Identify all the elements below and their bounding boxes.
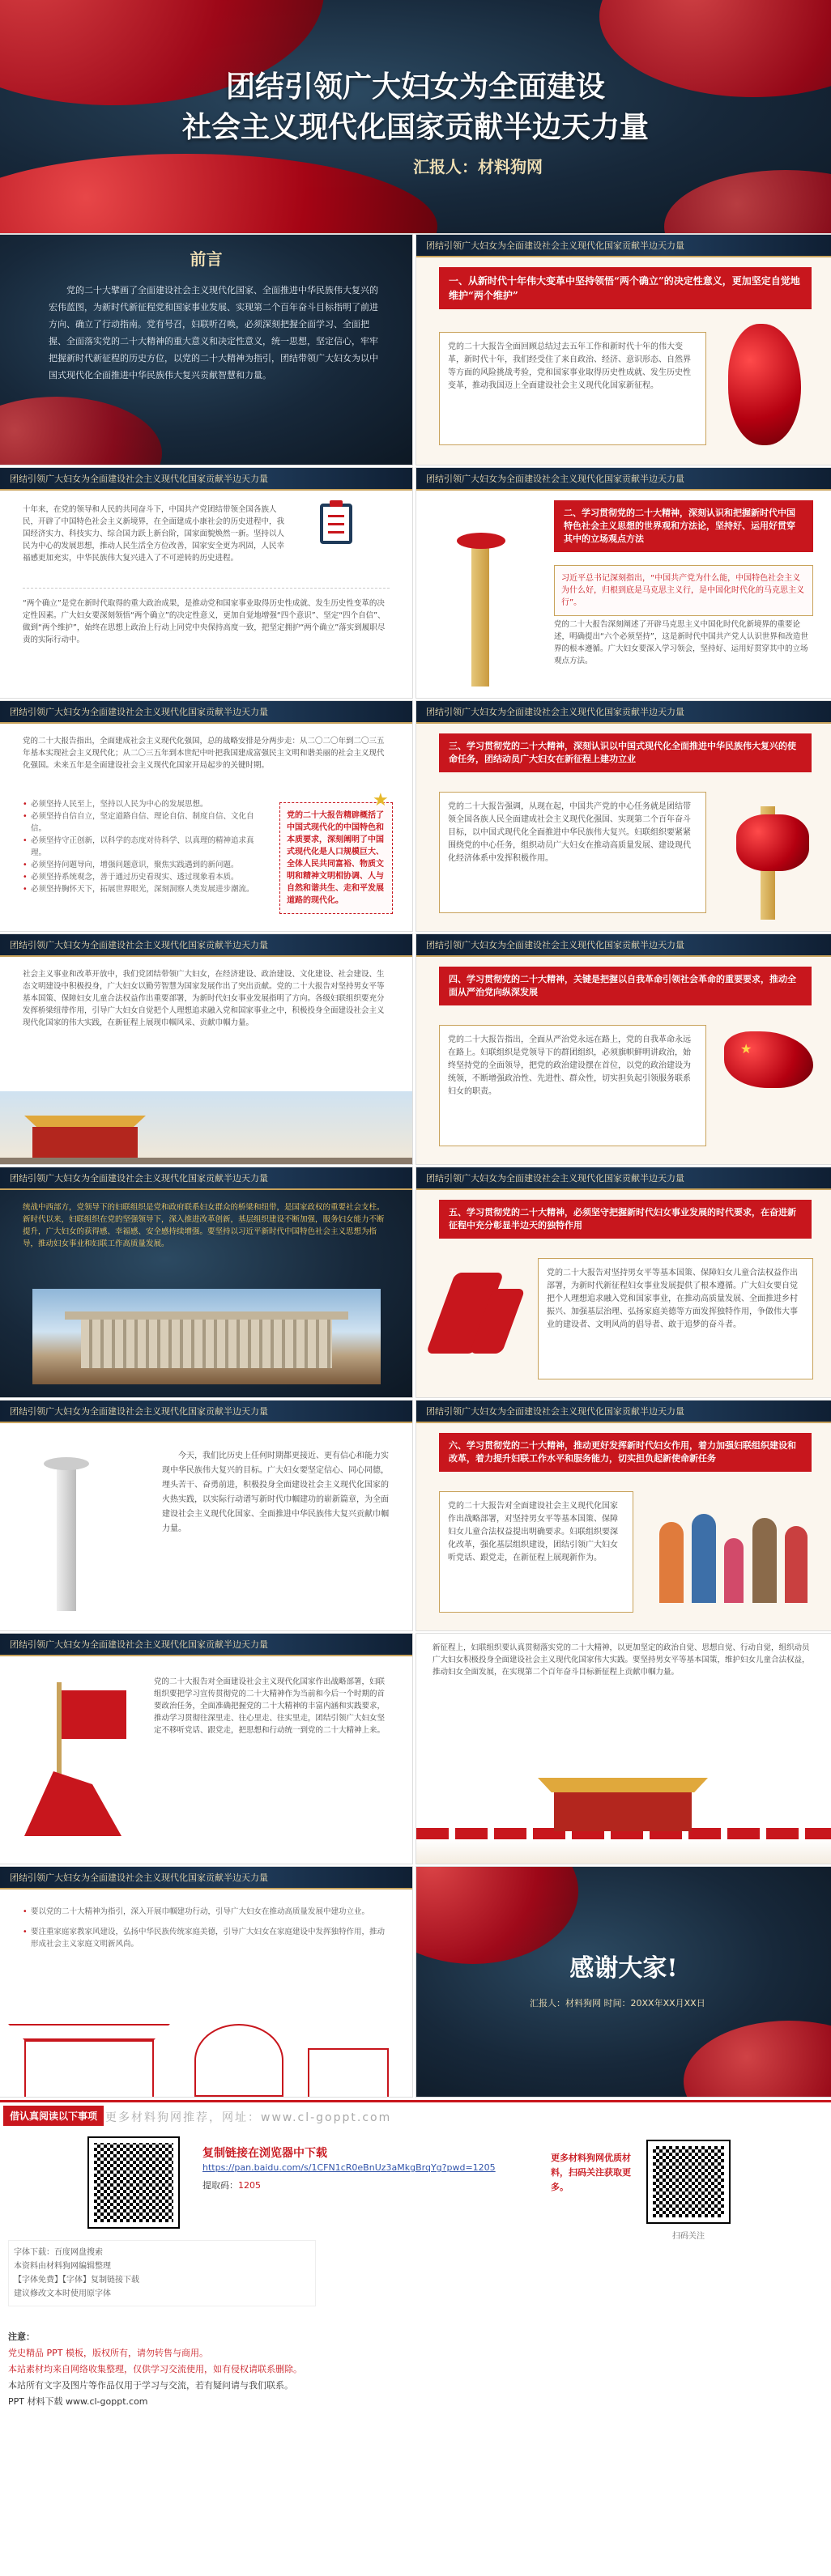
download-link-label[interactable]: 复制链接在浏览器中下载 bbox=[202, 2147, 327, 2160]
slide-section-5 bbox=[416, 1167, 831, 1397]
site-text: 更多材料狗网推荐，网址：www.cl-goppt.com bbox=[105, 2111, 392, 2124]
family-illustration bbox=[651, 1498, 813, 1611]
section-text-box: 党的二十大报告指出，全面从严治党永远在路上，党的自我革命永远在路上。妇联组织是党领导下的群团组织，必须旗帜鲜明讲政治，始终坚持党的全面领导，把党的政治建设摆在首位，以党的政治建设为统领，不断增强政治性、先进性、群众性，切实担负起引领服务联系妇女的职责。 bbox=[439, 1025, 706, 1146]
pillar-illustration bbox=[736, 790, 809, 920]
section-title: 六、学习贯彻党的二十大精神，推动更好发挥新时代妇女作用，着力加强妇联组织建设和改革，着力提升妇联工作水平和服务能力，切实担负起新使命新任务 bbox=[439, 1433, 812, 1472]
slide-organization bbox=[0, 1167, 412, 1397]
section-title: 五、学习贯彻党的二十大精神，必须坚守把握新时代妇女事业发展的时代要求，在奋进新征程中充分彰显半边天的独特作用 bbox=[439, 1200, 812, 1239]
slide-section-6 bbox=[416, 1401, 831, 1630]
list-item: • 必须坚持问题导向，增强问题意识，聚焦实践遇到的新问题。 bbox=[23, 859, 266, 871]
section-text: 社会主义事业和改革开放中，我们党团结带领广大妇女，在经济建设、政治建设、文化建设、社会建设、生态文明建设中积极投身，广大妇女以勤劳智慧为国家发展作出了突出贡献。党的二十大报告对坚持男女平等基本国策、保障妇女儿童合法权益作出重要部署，为新时代妇女事业发展指明了方向。各级妇联组织要充分发挥桥梁纽带作用，引导广大妇女自觉把个人理想追求融入党和国家事业之中，积极投身全面建设社会主义现代化国家的伟大实践，在新征程上展现巾帼风采、贡献巾帼力量。 bbox=[23, 970, 385, 1027]
thanks-title: 感谢大家! bbox=[569, 1954, 678, 1983]
slide-header-title: 团结引领广大妇女为全面建设社会主义现代化国家贡献半边天力量 bbox=[426, 707, 684, 717]
slide-section-1 bbox=[416, 235, 831, 465]
slide-six-musts bbox=[0, 701, 412, 931]
notice-heading: 借认真阅读以下事项 bbox=[3, 2106, 104, 2126]
slide-two-confirmations bbox=[0, 468, 412, 698]
slide-header bbox=[0, 701, 412, 724]
preface-text: 党的二十大擘画了全面建设社会主义现代化国家、全面推进中华民族伟大复兴的宏伟蓝图，为新时代新征程党和国家事业发展、实现第二个百年奋斗目标指明了前进方向、确立了行动指南。党有号召，妇联听召唤，必须深刻把握全面学习、全面把握、全面落实党的二十大精神的重大意义和决定性意义，统一思想，坚定信心，牢牢把握新时代新征程的历史方位，以党的二十大精神为指引，团结带领广大妇女为以中国式现代化全面推进中华民族伟大复兴贡献智慧和力量。 bbox=[49, 285, 378, 380]
section-text: 新征程上，妇联组织要认真贯彻落实党的二十大精神，以更加坚定的政治自觉、思想自觉、行动自觉，组织动员广大妇女积极投身全面建设社会主义现代化国家伟大实践。要坚持男女平等基本国策，维护妇女儿童合法权益，推动妇女全面发展，在实现第二个百年奋斗目标新征程上贡献巾帼力量。 bbox=[433, 1643, 810, 1677]
list-item: • 必须坚持人民至上，坚持以人民为中心的发展思想。 bbox=[23, 798, 266, 810]
red-silk-decoration bbox=[0, 154, 437, 233]
slide-header bbox=[0, 468, 412, 491]
list-item: • 要注重家庭家教家风建设，弘扬中华民族传统家庭美德，引导广大妇女在家庭建设中发挥独特作用，推动形成社会主义家庭文明新风尚。 bbox=[23, 1926, 387, 1950]
section-text-box: 党的二十大报告对坚持男女平等基本国策、保障妇女儿童合法权益作出部署，为新时代新征程妇女事业发展提供了根本遵循。广大妇女要自觉把个人理想追求融入党和国家事业，在推动高质量发展、全面推进乡村振兴、加强基层治理、弘扬家庭美德等方面发挥独特作用，争做伟大事业的建设者、文明风尚的倡导者、敢于追梦的奋斗者。 bbox=[538, 1258, 813, 1379]
highlight-box: 党的二十大报告精辟概括了中国式现代化的中国特色和本质要求，深刻阐明了中国式现代化是人口规模巨大、全体人民共同富裕、物质文明和精神文明相协调、人与自然和谐共生、走和平发展道路的现代化。 bbox=[279, 802, 393, 914]
red-silk-decoration bbox=[0, 397, 162, 465]
slide-women-role bbox=[0, 934, 412, 1164]
red-silk-decoration bbox=[664, 170, 831, 233]
slide-header-title: 团结引领广大妇女为全面建设社会主义现代化国家贡献半边天力量 bbox=[10, 1173, 268, 1184]
slide-header-title: 团结引领广大妇女为全面建设社会主义现代化国家贡献半边天力量 bbox=[426, 1406, 684, 1417]
slide-header-title: 团结引领广大妇女为全面建设社会主义现代化国家贡献半边天力量 bbox=[426, 940, 684, 950]
section-text-box: 党的二十大报告强调，从现在起，中国共产党的中心任务就是团结带领全国各族人民全面建成社会主义现代化强国、实现第二个百年奋斗目标，以中国式现代化全面推进中华民族伟大复兴。妇联组织要紧紧围绕党的中心任务，组织动员广大妇女在推动高质量发展、建设现代化经济体系中发挥积极作用。 bbox=[439, 792, 706, 913]
flag-illustration: ★ bbox=[724, 1031, 813, 1129]
slide-header-title: 团结引领广大妇女为全面建设社会主义现代化国家贡献半边天力量 bbox=[10, 707, 268, 717]
extract-code-value: 1205 bbox=[238, 2180, 261, 2191]
cover-title-line1: 团结引领广大妇女为全面建设 bbox=[225, 70, 605, 104]
red-flag-illustration bbox=[24, 1682, 130, 1836]
notice-item: 党史精品 PPT 模板，版权所有，请勿转售与商用。 bbox=[8, 2348, 208, 2358]
slide-header-title: 团结引领广大妇女为全面建设社会主义现代化国家贡献半边天力量 bbox=[10, 940, 268, 950]
pillar-illustration bbox=[32, 1449, 105, 1611]
ribbon-illustration bbox=[728, 324, 801, 445]
divider bbox=[23, 588, 390, 589]
pillar-illustration bbox=[449, 525, 514, 687]
thanks-meta: 汇报人：材料狗网 时间：20XX年XX月XX日 bbox=[530, 1998, 705, 2009]
extract-code-label: 提取码： bbox=[202, 2180, 238, 2191]
slide-header-title: 团结引领广大妇女为全面建设社会主义现代化国家贡献半边天力量 bbox=[426, 1173, 684, 1184]
section-text: 党的二十大报告深刻阐述了开辟马克思主义中国化时代化新境界的重要论述，明确提出“六个必须坚持”，这是新时代中国共产党人认识世界和改造世界的根本遵循。广大妇女要深入学习领会，坚持好、运用好贯穿其中的立场观点方法。 bbox=[554, 620, 808, 665]
notice-item: 本站所有文字及图片等作品仅用于学习与交流，若有疑问请与我们联系。 bbox=[8, 2380, 293, 2391]
slide-new-journey bbox=[416, 1634, 831, 1864]
slide-header bbox=[416, 1167, 831, 1190]
slide-header bbox=[416, 934, 831, 957]
section-title: 四、学习贯彻党的二十大精神，关键是把握以自我革命引领社会革命的重要要求，推动全面从严治党向纵深发展 bbox=[439, 967, 812, 1005]
left-item: 字体下载：百度网盘搜索 bbox=[14, 2248, 103, 2257]
slide-header-title: 团结引领广大妇女为全面建设社会主义现代化国家贡献半边天力量 bbox=[10, 474, 268, 484]
slide-header-title: 团结引领广大妇女为全面建设社会主义现代化国家贡献半边天力量 bbox=[10, 1872, 268, 1883]
musts-list bbox=[23, 798, 266, 895]
slide-header bbox=[416, 701, 831, 724]
slide-header bbox=[416, 235, 831, 257]
tiananmen-photo bbox=[0, 1091, 412, 1164]
slide-header bbox=[0, 1867, 412, 1889]
slide-final-points bbox=[0, 1867, 412, 2097]
notice-title: 注意： bbox=[8, 2332, 35, 2342]
slide-confidence bbox=[0, 1401, 412, 1630]
download-link-url[interactable]: https://pan.baidu.com/s/1CFN1cR0eBnUz3aMkgBrqYg?pwd=1205 bbox=[202, 2162, 496, 2173]
slide-header-title: 团结引领广大妇女为全面建设社会主义现代化国家贡献半边天力量 bbox=[426, 474, 684, 484]
section-text: 今天，我们比历史上任何时期都更接近、更有信心和能力实现中华民族伟大复兴的目标。广大妇女要坚定信心、同心同德，埋头苦干、奋勇前进，积极投身全面建设社会主义现代化国家的火热实践，以实际行动谱写新时代巾帼建功的崭新篇章，为全面建设社会主义现代化国家、全面推进中华民族伟大复兴贡献巾帼力量。 bbox=[162, 1452, 389, 1533]
list-item: • 必须坚持系统观念，善于通过历史看现实、透过现象看本质。 bbox=[23, 871, 266, 883]
star-icon: ★ bbox=[373, 790, 389, 810]
left-item: 建议修改文本时使用原字体 bbox=[14, 2289, 111, 2298]
list-item: • 必须坚持胸怀天下，拓展世界眼光，深刻洞察人类发展进步潮流。 bbox=[23, 883, 266, 895]
section-text: “两个确立”是党在新时代取得的重大政治成果，是推动党和国家事业取得历史性成就、发生历史性变革的决定性因素。广大妇女要深刻领悟“两个确立”的决定性意义，更加自觉地增强“四个意识”、坚定“四个自信”、做到“两个维护”，始终在思想上政治上行动上同党中央保持高度一致，把坚定拥护“两个确立”落实到履职尽责的实际行动中。 bbox=[23, 599, 386, 644]
section-text-box: 党的二十大报告对全面建设社会主义现代化国家作出战略部署，对坚持男女平等基本国策、保障妇女儿童合法权益提出明确要求。妇联组织要深化改革，强化基层组织建设，团结引领广大妇女听党话、跟党走，在新征程上展现新作为。 bbox=[439, 1491, 633, 1613]
slide-header bbox=[416, 1401, 831, 1423]
qr-code[interactable] bbox=[89, 2138, 178, 2227]
tiananmen-banner bbox=[416, 1775, 831, 1864]
red-silk-decoration bbox=[684, 2021, 831, 2097]
cover-title-line2: 社会主义现代化国家贡献半边天力量 bbox=[181, 110, 649, 144]
extract-code bbox=[202, 2179, 261, 2191]
section-text-box: 党的二十大报告全面回顾总结过去五年工作和新时代十年的伟大变革，新时代十年，我们经受住了来自政治、经济、意识形态、自然界等方面的风险挑战考验，党和国家事业取得历史性成就、发生历史性变革，推动我国迈上全面建设社会主义现代化国家新征程。 bbox=[439, 332, 706, 445]
section-title: 三、学习贯彻党的二十大精神，深刻认识以中国式现代化全面推进中华民族伟大复兴的使命任务，团结动员广大妇女在新征程上建功立业 bbox=[439, 733, 812, 772]
right-note: 更多材料狗网优质材料，扫码关注获取更多。 bbox=[551, 2153, 631, 2192]
slide-header bbox=[0, 1401, 412, 1423]
qr-code-2[interactable] bbox=[648, 2141, 729, 2222]
left-item: 【字体免费】【字体】复制链接下载 bbox=[14, 2276, 139, 2285]
section-title: 一、从新时代十年伟大变革中坚持领悟“两个确立”的决定性意义，更加坚定自觉地维护“两个维护” bbox=[439, 267, 812, 309]
clipboard-icon bbox=[320, 504, 352, 544]
slide-header-title: 团结引领广大妇女为全面建设社会主义现代化国家贡献半边天力量 bbox=[10, 1406, 268, 1417]
slide-study-task bbox=[0, 1634, 412, 1864]
section-title: 二、学习贯彻党的二十大精神，深刻认识和把握新时代中国特色社会主义思想的世界观和方法论，坚持好、运用好贯穿其中的立场观点方法 bbox=[554, 500, 813, 552]
notice-item: 本站素材均来自网络收集整理，仅供学习交流使用，如有侵权请联系删除。 bbox=[8, 2364, 302, 2374]
cover-title bbox=[0, 66, 831, 147]
section-text: 党的二十大报告指出，全面建成社会主义现代化强国，总的战略安排是分两步走：从二〇二〇年到二〇三五年基本实现社会主义现代化；从二〇三五年到本世纪中叶把我国建成富强民主文明和谐美丽的社会主义现代化强国。未来五年是全面建设社会主义现代化国家开局起步的关键时期。 bbox=[23, 737, 385, 770]
thanks-slide bbox=[416, 1867, 831, 2097]
great-hall-photo bbox=[32, 1289, 381, 1384]
qr-caption: 扫码关注 bbox=[672, 2232, 705, 2241]
preface-title: 前言 bbox=[190, 249, 223, 269]
slide-header bbox=[0, 1634, 412, 1656]
list-item: • 必须坚持守正创新，以科学的态度对待科学、以真理的精神追求真理。 bbox=[23, 835, 266, 859]
slide-section-3 bbox=[416, 701, 831, 931]
slide-header-title: 团结引领广大妇女为全面建设社会主义现代化国家贡献半边天力量 bbox=[426, 240, 684, 251]
slide-header-title: 团结引领广大妇女为全面建设社会主义现代化国家贡献半边天力量 bbox=[10, 1639, 268, 1650]
section-text: 党的二十大报告对全面建设社会主义现代化国家作出战略部署，妇联组织要把学习宣传贯彻党的二十大精神作为当前和今后一个时期的首要政治任务，全面准确把握党的二十大精神的丰富内涵和实践要求，推动学习贯彻往深里走、往心里走、往实里走，团结引领广大妇女坚定不移听党话、跟党走，把思想和行动统一到党的二十大精神上来。 bbox=[154, 1677, 386, 1735]
left-info bbox=[8, 2240, 316, 2306]
list-item: • 必须坚持自信自立，坚定道路自信、理论自信、制度自信、文化自信。 bbox=[23, 810, 266, 835]
slide-header bbox=[416, 468, 831, 491]
preface-slide bbox=[0, 235, 412, 465]
slide-section-2 bbox=[416, 468, 831, 698]
left-item: 本资料由材料狗网编辑整理 bbox=[14, 2262, 111, 2271]
notice-item: PPT 材料下载 www.cl-goppt.com bbox=[8, 2396, 148, 2407]
temple-illustration bbox=[0, 2008, 412, 2097]
red-stripes-illustration bbox=[441, 1273, 522, 1362]
cover-slide bbox=[0, 0, 831, 233]
section-text: 统战中西部方，党领导下的妇联组织是党和政府联系妇女群众的桥梁和纽带，是国家政权的重要社会支柱。新时代以来，妇联组织在党的坚强领导下，深入推进改革创新，基层组织建设不断加强，服务妇女能力不断提升，广大妇女的获得感、幸福感、安全感持续增强。要坚持以习近平新时代中国特色社会主义思想为指导，推动妇女事业和妇联工作高质量发展。 bbox=[23, 1203, 385, 1248]
list-item: • 要以党的二十大精神为指引，深入开展巾帼建功行动，引导广大妇女在推动高质量发展中建功立业。 bbox=[23, 1906, 387, 1918]
slide-header bbox=[0, 1167, 412, 1190]
cover-reporter: 汇报人：材料狗网 bbox=[413, 157, 543, 176]
slide-section-4 bbox=[416, 934, 831, 1164]
footer-notice bbox=[0, 2100, 831, 2576]
section-text: 十年来，在党的领导和人民的共同奋斗下，中国共产党团结带领全国各族人民，开辟了中国特色社会主义新境界，在全面建成小康社会的历史进程中，我国经济实力、科技实力、综合国力跃上新台阶，国家面貌焕然一新。坚持以人民为中心的发展思想，推动人民生活全方位改善，国家安全更为巩固，人民幸福感更加充实，中华民族伟大复兴进入了不可逆转的历史进程。 bbox=[23, 505, 285, 563]
slide-header bbox=[0, 934, 412, 957]
notice-block bbox=[8, 2329, 818, 2410]
final-points-list bbox=[23, 1906, 387, 1950]
quote-box: 习近平总书记深刻指出，“中国共产党为什么能，中国特色社会主义为什么好，归根到底是马克思主义行，是中国化时代化的马克思主义行”。 bbox=[554, 565, 813, 616]
